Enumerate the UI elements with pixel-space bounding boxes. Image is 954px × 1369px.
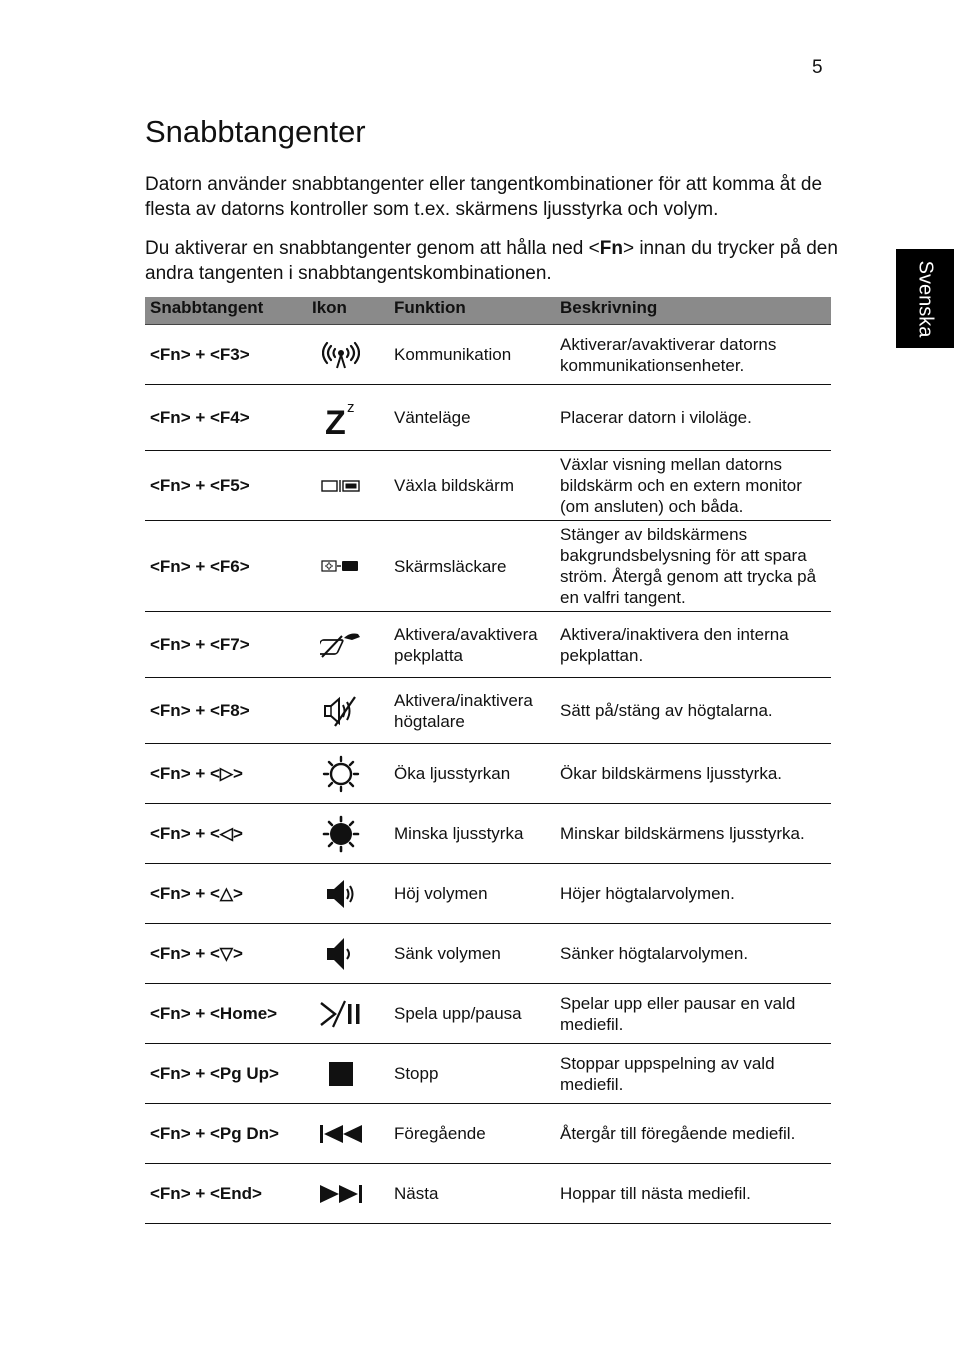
svg-text:z: z [347, 398, 355, 416]
wireless-icon [307, 325, 375, 384]
function-cell: Minska ljusstyrka [394, 824, 524, 843]
header-function: Funktion [394, 298, 466, 317]
brightness-down-icon [307, 804, 375, 863]
hotkey-cell: <Fn> + <▽> [150, 944, 243, 963]
table-row [145, 521, 831, 612]
description-cell: Sänker högtalarvolymen. [560, 944, 749, 963]
table-row [145, 744, 831, 804]
table-row [145, 804, 831, 864]
next-track-icon [307, 1164, 375, 1223]
function-cell: Öka ljusstyrkan [394, 764, 511, 783]
display-switch-icon [307, 451, 375, 520]
table-row [145, 1164, 831, 1224]
stop-icon [307, 1044, 375, 1103]
description-cell: Spelar upp eller pausar en vald mediefil. [560, 993, 796, 1034]
sleep-icon [307, 385, 375, 450]
hotkey-cell: <Fn> + <Pg Up> [150, 1064, 279, 1083]
hotkey-cell: <Fn> + <F3> [150, 345, 250, 364]
function-cell: Nästa [394, 1184, 439, 1203]
function-cell: Höj volymen [394, 884, 488, 903]
table-row [145, 451, 831, 521]
hotkey-cell: <Fn> + <Pg Dn> [150, 1124, 279, 1143]
table-header [145, 297, 831, 325]
function-cell: Spela upp/pausa [394, 1004, 522, 1023]
description-cell: Ökar bildskärmens ljusstyrka. [560, 764, 783, 783]
table-row [145, 1104, 831, 1164]
volume-down-icon [307, 924, 375, 983]
hotkey-cell: <Fn> + <End> [150, 1184, 262, 1203]
function-cell: Föregående [394, 1124, 486, 1143]
brightness-up-icon [307, 744, 375, 803]
instruction-paragraph: Du aktiverar en snabbtangenter genom att hålla ned <Fn> innan du trycker på den andra tangenten i snabbtangentskombinationen. [145, 238, 838, 284]
description-cell: Hoppar till nästa mediefil. [560, 1184, 751, 1203]
description-cell: Höjer högtalarvolymen. [560, 884, 735, 903]
description-cell: Minskar bildskärmens ljusstyrka. [560, 824, 805, 843]
table-row [145, 924, 831, 984]
description-cell: Aktiverar/avaktiverar datorns kommunikationsenheter. [560, 334, 777, 375]
function-cell: Aktivera/inaktivera högtalare [394, 690, 533, 731]
hotkey-cell: <Fn> + <◁> [150, 824, 243, 843]
function-cell: Skärmsläckare [394, 556, 507, 576]
speaker-toggle-icon [307, 678, 375, 743]
intro-paragraph: Datorn använder snabbtangenter eller tangentkombinationer för att komma åt de flesta av datorns kontroller som t.ex. skärmens ljusstyrka och volym. [145, 174, 823, 220]
description-cell: Aktivera/inaktivera den interna pekplattan. [560, 624, 789, 665]
hotkey-table [145, 297, 831, 1224]
table-row [145, 385, 831, 451]
description-cell: Stoppar uppspelning av vald mediefil. [560, 1053, 775, 1094]
function-cell: Vänteläge [394, 408, 471, 427]
hotkey-cell: <Fn> + <F7> [150, 635, 250, 654]
function-cell: Sänk volymen [394, 944, 501, 963]
play-pause-icon [307, 984, 375, 1043]
hotkey-cell: <Fn> + <△> [150, 884, 243, 903]
table-row [145, 864, 831, 924]
language-tab: Svenska [896, 249, 954, 348]
page-number: 5 [812, 57, 823, 78]
hotkey-cell: <Fn> + <F6> [150, 556, 250, 576]
function-cell: Stopp [394, 1064, 439, 1083]
description-cell: Återgår till föregående mediefil. [560, 1124, 796, 1143]
screen-blank-icon [307, 521, 375, 611]
hotkey-cell: <Fn> + <F4> [150, 408, 250, 427]
table-row [145, 325, 831, 385]
volume-up-icon [307, 864, 375, 923]
table-row [145, 984, 831, 1044]
description-cell: Växlar visning mellan datorns bildskärm och en extern monitor (om ansluten) och båda. [560, 455, 802, 516]
function-cell: Kommunikation [394, 345, 512, 364]
function-cell: Aktivera/avaktivera pekplatta [394, 624, 538, 665]
header-description: Beskrivning [560, 298, 658, 317]
hotkey-cell: <Fn> + <F8> [150, 701, 250, 720]
table-row [145, 1044, 831, 1104]
function-cell: Växla bildskärm [394, 476, 514, 495]
hotkey-cell: <Fn> + <▷> [150, 764, 243, 783]
page-title: Snabbtangenter [145, 114, 366, 149]
description-cell: Sätt på/stäng av högtalarna. [560, 701, 773, 720]
previous-track-icon [307, 1104, 375, 1163]
table-row [145, 678, 831, 744]
touchpad-toggle-icon [307, 612, 375, 677]
table-row [145, 612, 831, 678]
header-hotkey: Snabbtangent [150, 298, 264, 317]
hotkey-cell: <Fn> + <F5> [150, 476, 250, 495]
description-cell: Placerar datorn i viloläge. [560, 408, 752, 427]
description-cell: Stänger av bildskärmens bakgrundsbelysning för att spara ström. Återgå genom att trycka på en valfri tangent. [560, 525, 817, 607]
header-icon: Ikon [312, 298, 347, 317]
hotkey-cell: <Fn> + <Home> [150, 1004, 278, 1023]
table-body [145, 325, 831, 1224]
svg-text:Z: Z [325, 403, 346, 438]
